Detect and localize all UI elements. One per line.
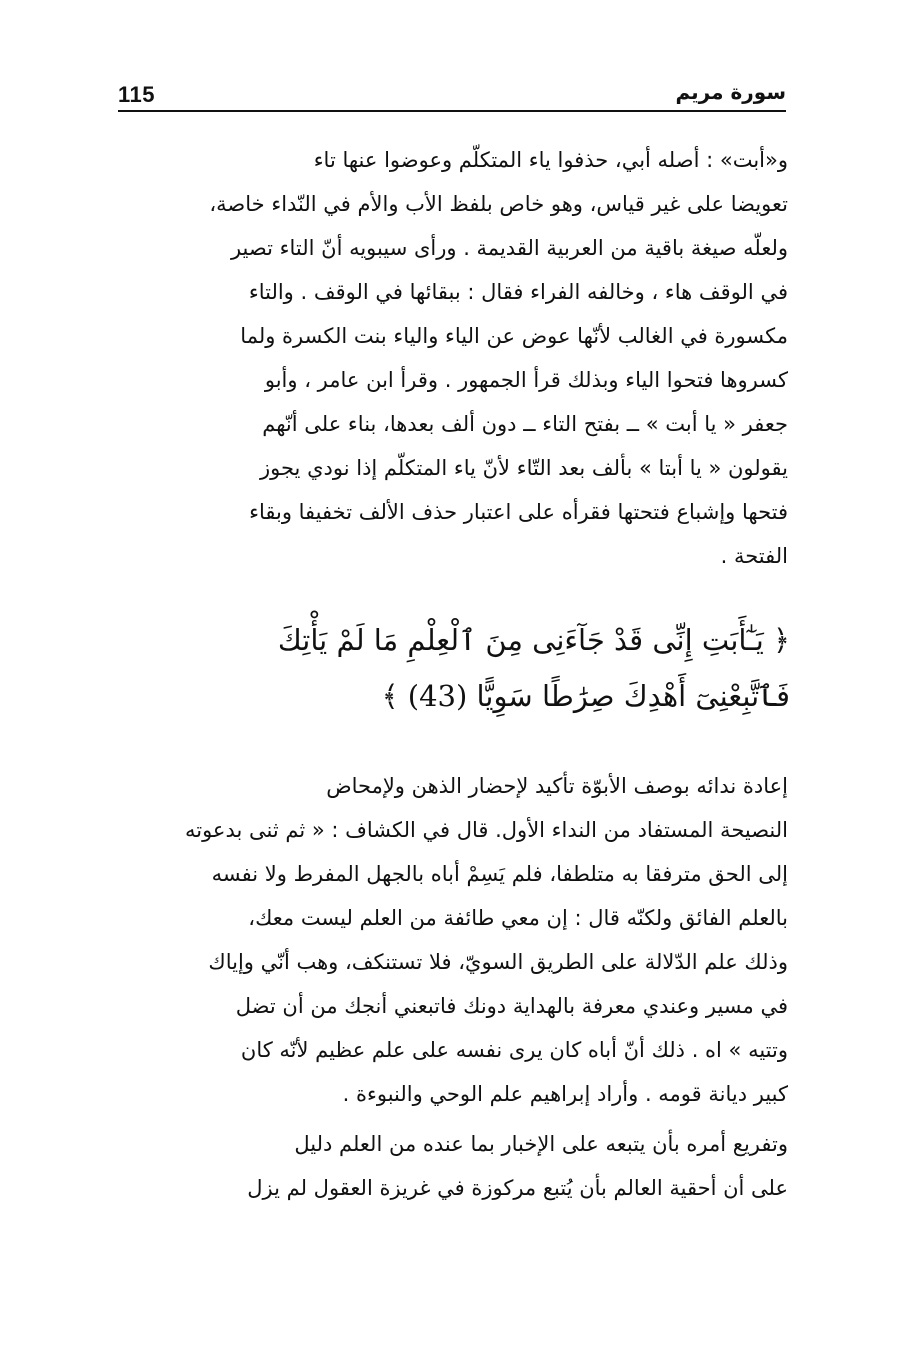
- text-line: كسروها فتحوا الياء وبذلك قرأ الجمهور . وقرأ ابن عامر ، وأبو: [264, 368, 788, 392]
- text-line: يقولون « يا أبتا » بألف بعد التّاء لأنّ ياء المتكلّم إذا نودي يجوز: [260, 456, 788, 480]
- text-line: كبير ديانة قومه . وأراد إبراهيم علم الوحي والنبوءة .: [342, 1082, 788, 1106]
- text-line: الفتحة .: [720, 544, 788, 568]
- text-line: النصيحة المستفاد من النداء الأول. قال في الكشاف : « ثم ثنى بدعوته: [184, 818, 788, 842]
- page-number: 115: [118, 82, 155, 107]
- text-line: في الوقف هاء ، وخالفه الفراء فقال : ببقائها في الوقف . والتاء: [248, 280, 788, 304]
- running-title: سورة مريم: [675, 80, 786, 104]
- text-line: تعويضا على غير قياس، وهو خاص بلفظ الأب والأم في النّداء خاصة،: [209, 192, 788, 216]
- text-line: جعفر « يا أبت » ــ بفتح التاء ــ دون ألف بعدها، بناء على أنّهم: [262, 412, 788, 436]
- text-line: إلى الحق مترفقا به متلطفا، فلم يَسِمْ أباه بالجهل المفرط ولا نفسه: [211, 862, 788, 886]
- text-line: وتتيه » اه . ذلك أنّ أباه كان يرى نفسه على علم عظيم لأنّه كان: [240, 1038, 788, 1062]
- quran-verse: [118, 612, 790, 724]
- text-line: وتفريع أمره بأن يتبعه على الإخبار بما عنده من العلم دليل: [294, 1132, 788, 1156]
- text-line: و«أبت» : أصله أبي، حذفوا ياء المتكلّم وعوضوا عنها تاء: [313, 148, 788, 172]
- text-line: بالعلم الفائق ولكنّه قال : إن معي طائفة من العلم ليست معك،: [248, 906, 788, 930]
- text-line: في مسير وعندي معرفة بالهداية دونك فاتبعني أنجك من أن تضل: [235, 994, 788, 1018]
- text-line: إعادة ندائه بوصف الأبوّة تأكيد لإحضار الذهن ولإمحاض: [326, 774, 788, 798]
- page-header: [118, 80, 786, 112]
- verse-line: ﴿ يَـٰٓأَبَتِ إِنِّى قَدْ جَآءَنِى مِنَ ٱلْعِلْمِ مَا لَمْ يَأْتِكَ: [277, 623, 790, 657]
- text-line: على أن أحقية العالم بأن يُتبع مركوزة في غريزة العقول لم يزل: [247, 1176, 788, 1200]
- text-line: مكسورة في الغالب لأنّها عوض عن الياء والياء بنت الكسرة ولما: [240, 324, 788, 348]
- text-line: ولعلّه صيغة باقية من العربية القديمة . ورأى سيبويه أنّ التاء تصير: [230, 236, 788, 260]
- commentary-paragraph-3: [118, 1122, 788, 1210]
- text-line: وذلك علم الدّلالة على الطريق السويّ، فلا تستنكف، وهب أنّي وإياك: [208, 950, 788, 974]
- verse-line: فَٱتَّبِعْنِىٓ أَهْدِكَ صِرَٰطًا سَوِيًّا (43) ﴾: [381, 679, 790, 713]
- text-line: فتحها وإشباع فتحتها فقرأه على اعتبار حذف الألف تخفيفا وبقاء: [249, 500, 788, 524]
- commentary-paragraph-2: [118, 764, 788, 1116]
- commentary-paragraph-1: [118, 138, 788, 578]
